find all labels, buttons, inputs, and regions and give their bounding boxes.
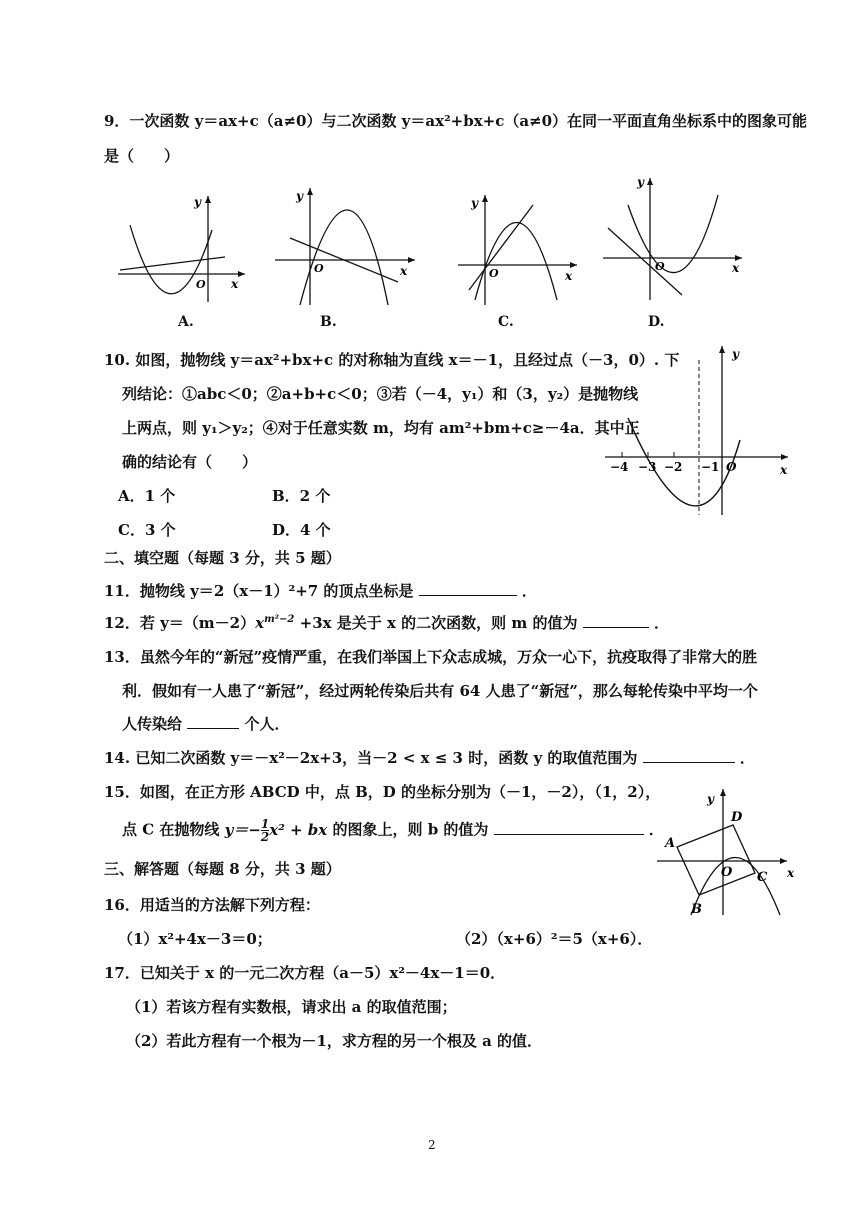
q10-tick-neg1: −1 — [701, 460, 720, 474]
q9d-x-label: x — [732, 261, 740, 275]
q9b-x-label: x — [400, 264, 408, 278]
q16-title: 16．用适当的方法解下列方程： — [104, 896, 320, 914]
q10-x-label: x — [780, 463, 788, 477]
q13-line3 — [122, 713, 290, 734]
q17-title: 17．已知关于 x 的一元二次方程（a－5）x²－4x－1＝0． — [104, 964, 506, 982]
q12-exponent: $x^{m^2-2}$ — [255, 614, 295, 632]
q16-part2: （2）（x+6）²＝5（x+6）． — [456, 930, 653, 948]
q10-origin: O — [726, 460, 737, 474]
q9-option-b: B. — [320, 314, 337, 330]
q15-point-b: B — [691, 902, 702, 917]
q15-x-label: x — [787, 866, 795, 880]
q15-point-d: D — [731, 810, 743, 825]
section-3-heading: 三、解答题（每题 8 分，共 3 题） — [104, 860, 341, 878]
q9-option-d: D. — [648, 314, 665, 330]
q11 — [104, 580, 537, 601]
q12-tail: ． — [653, 614, 669, 632]
q10-tick-neg3: −3 — [638, 460, 657, 474]
q9-graph-a — [110, 190, 250, 310]
q15-line2 — [122, 818, 664, 843]
q10-option-b: B．2 个 — [272, 487, 331, 505]
q14 — [104, 747, 755, 768]
q15-point-c: C — [757, 870, 768, 885]
q13-line3b: 个人． — [244, 715, 290, 733]
q15-y-label: y — [707, 792, 714, 806]
q11-tail: ． — [521, 582, 537, 600]
q15-parabola-formula: y＝− $\frac{1}{2}$ x² + bx — [224, 817, 328, 844]
q12-answer-blank[interactable] — [583, 613, 649, 628]
q9-line1: 9．一次函数 y＝ax+c（a≠0）与二次函数 y＝ax²+bx+c（a≠0）在同一平面直角坐标系中的图象可能 — [104, 112, 808, 130]
q15-point-a: A — [665, 836, 676, 851]
q10-option-d: D．4 个 — [272, 521, 331, 539]
q14-text: 14. 已知二次函数 y＝－x²－2x+3，当－2 < x ≤ 3 时，函数 y 的取值范围为 — [104, 749, 638, 767]
q9a-y-label: y — [194, 195, 201, 209]
q15-line2a: 点 C 在抛物线 — [122, 820, 220, 839]
q9-graph-c — [455, 185, 585, 310]
q9-option-a: A. — [178, 314, 194, 330]
q9b-y-label: y — [296, 189, 303, 203]
q9d-y-label: y — [637, 175, 644, 189]
q10-option-a: A．1 个 — [118, 487, 176, 505]
q9c-y-label: y — [471, 196, 478, 210]
q13-line3a: 人传染给 — [122, 715, 183, 733]
q13-line1: 13．虽然今年的“新冠”疫情严重，在我们举国上下众志成城，万众一心下，抗疫取得了非常大的胜 — [104, 648, 758, 666]
q11-answer-blank[interactable] — [419, 581, 517, 596]
q15-origin: O — [721, 865, 733, 880]
q9-graph-b — [270, 180, 420, 310]
q10-line3: 上两点，则 y₁＞y₂；④对于任意实数 m，均有 am²+bm+c≥－4a．其中正 — [122, 419, 640, 437]
q15-answer-blank[interactable] — [494, 820, 644, 835]
q17-part2: （2）若此方程有一个根为－1，求方程的另一个根及 a 的值． — [126, 1032, 543, 1050]
q9d-origin: O — [655, 260, 665, 273]
q17-part1: （1）若该方程有实数根，请求出 a 的取值范围； — [126, 998, 457, 1016]
q12 — [104, 612, 669, 633]
q11-text: 11．抛物线 y＝2（x－1）²+7 的顶点坐标是 — [104, 582, 414, 600]
q9-option-c: C. — [498, 314, 514, 330]
q10-y-label: y — [732, 347, 739, 361]
q15-line2b: 的图象上，则 b 的值为 — [332, 820, 489, 839]
q10-option-c: C．3 个 — [118, 521, 176, 539]
q13-answer-blank[interactable] — [187, 714, 239, 729]
q13-line2: 利．假如有一人患了“新冠”，经过两轮传染后共有 64 人患了“新冠”，那么每轮传染中平均一个 — [122, 682, 758, 700]
q9-line2: 是（ ） — [104, 147, 180, 165]
q9-graph-d — [600, 170, 750, 305]
q10-line1: 10. 如图，抛物线 y＝ax²+bx+c 的对称轴为直线 x＝－1，且经过点（－3，0）. 下 — [104, 351, 680, 369]
q10-figure — [600, 340, 800, 520]
q12-text-a: 12．若 y＝（m－2） — [104, 614, 256, 632]
q9a-x-label: x — [231, 277, 239, 291]
q12-text-b: +3x 是关于 x 的二次函数，则 m 的值为 — [299, 614, 578, 632]
q14-tail: ． — [739, 749, 755, 767]
q14-answer-blank[interactable] — [643, 748, 735, 763]
q15-figure — [655, 785, 800, 920]
q16-part1: （1）x²+4x－3＝0； — [118, 930, 272, 948]
q10-line2: 列结论：①abc＜0；②a+b+c＜0；③若（－4，y₁）和（3，y₂）是抛物线 — [122, 385, 639, 403]
q9c-x-label: x — [565, 269, 573, 283]
q9b-origin: O — [314, 262, 324, 275]
page-number: 2 — [428, 1138, 436, 1152]
q15-tail: ． — [648, 820, 664, 839]
q10-tick-neg4: −4 — [610, 460, 629, 474]
section-2-heading: 二、填空题（每题 3 分，共 5 题） — [104, 549, 341, 567]
q9a-origin: O — [196, 278, 206, 291]
q15-line1: 15．如图，在正方形 ABCD 中，点 B，D 的坐标分别为（－1，－2），（1，2）， — [104, 783, 661, 801]
q9c-origin: O — [489, 267, 499, 280]
q10-line4: 确的结论有（ ） — [122, 453, 258, 471]
q10-tick-neg2: −2 — [664, 460, 683, 474]
